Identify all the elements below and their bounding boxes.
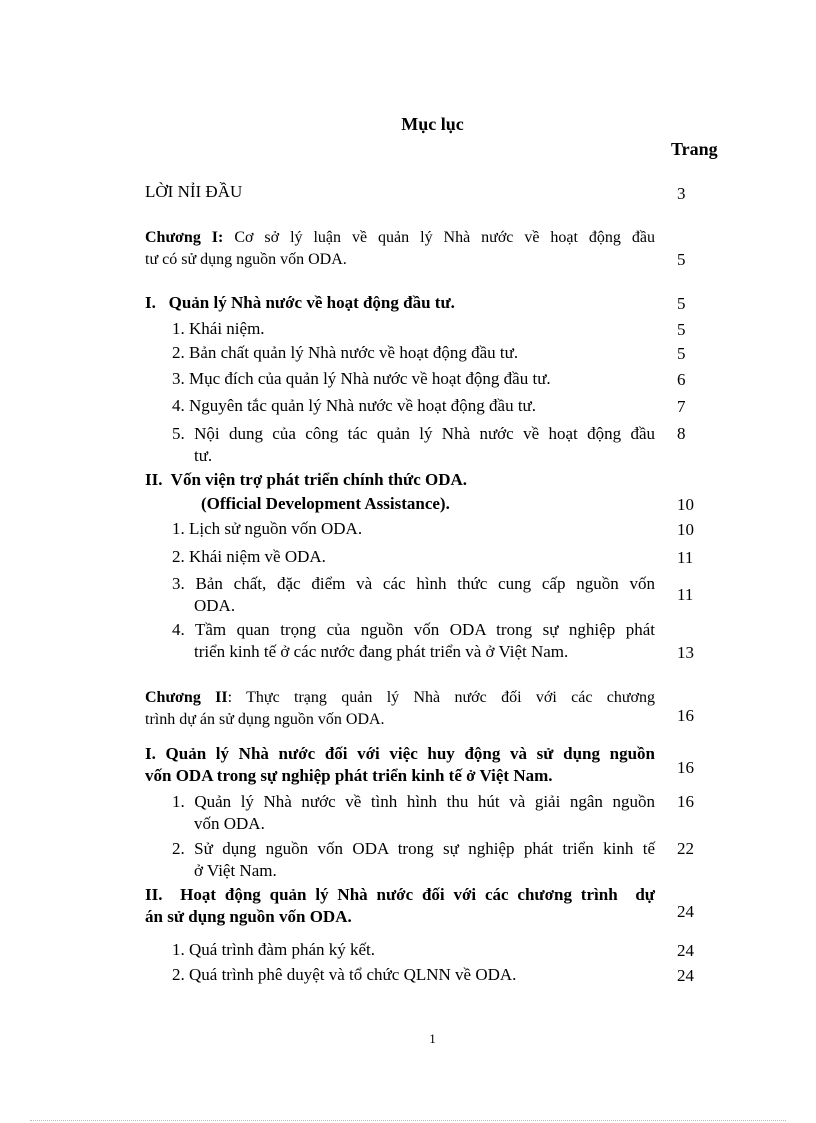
toc-item-line2: ODA. xyxy=(194,596,236,615)
toc-item xyxy=(172,791,655,835)
chapter-title-line2: trình dự án sử dụng nguồn vốn ODA. xyxy=(145,711,385,728)
toc-item xyxy=(172,423,655,467)
toc-item: 4. Nguyên tắc quản lý Nhà nước về hoạt động đầu tư. xyxy=(172,396,537,415)
toc-page-number: 5 xyxy=(677,344,686,363)
toc-page-number: 22 xyxy=(677,839,694,858)
toc-page-number: 5 xyxy=(677,320,686,339)
toc-item: 1. Quá trình đàm phán ký kết. xyxy=(172,940,376,959)
toc-section-2-II xyxy=(145,884,655,928)
toc-section-line1: I. Quản lý Nhà nước đối với việc huy động và sử dụng nguồn xyxy=(145,744,655,763)
toc-page-number: 24 xyxy=(677,941,694,960)
toc-section-1-II-subtitle: (Official Development Assistance). xyxy=(201,494,450,513)
toc-item-line1: 4. Tầm quan trọng của nguồn vốn ODA trong sự nghiệp phát xyxy=(172,620,655,639)
toc-page-number: 8 xyxy=(677,424,686,443)
chapter-label: Chương II xyxy=(145,689,228,706)
toc-section-line2: án sử dụng nguồn vốn ODA. xyxy=(145,907,352,926)
toc-section-line2: vốn ODA trong sự nghiệp phát triển kinh tế ở Việt Nam. xyxy=(145,766,553,785)
chapter-title-line1: Cơ sở lý luận về quản lý Nhà nước về hoạt động đầu xyxy=(234,229,655,246)
toc-page-number: 16 xyxy=(677,758,694,777)
toc-entry-preface: LỜI NỈI ĐẦU xyxy=(145,182,243,201)
page-column-header: Trang xyxy=(671,139,718,159)
toc-page-number: 5 xyxy=(677,250,686,269)
toc-item-line2: tư. xyxy=(194,446,213,465)
toc-item xyxy=(172,573,655,617)
toc-page-number: 11 xyxy=(677,585,694,604)
toc-section-1-II: II. Vốn viện trợ phát triển chính thức ODA. xyxy=(145,470,468,489)
toc-item: 3. Mục đích của quản lý Nhà nước về hoạt động đầu tư. xyxy=(172,369,551,388)
toc-page-number: 24 xyxy=(677,966,694,985)
toc-section-line1: II. Hoạt động quản lý Nhà nước đối với các chương trình dự xyxy=(145,885,655,904)
toc-item: 2. Quá trình phê duyệt và tổ chức QLNN về ODA. xyxy=(172,965,517,984)
toc-page-number: 6 xyxy=(677,370,686,389)
toc-page-number: 13 xyxy=(677,643,694,662)
toc-item-line1: 3. Bản chất, đặc điểm và các hình thức cung cấp nguồn vốn xyxy=(172,574,655,593)
toc-page-number: 5 xyxy=(677,294,686,313)
toc-item: 1. Khái niệm. xyxy=(172,319,265,338)
toc-item-line1: 5. Nội dung của công tác quản lý Nhà nước về hoạt động đầu xyxy=(172,424,655,443)
toc-item-line1: 1. Quản lý Nhà nước về tình hình thu hút và giải ngân nguồn xyxy=(172,792,655,811)
toc-page-number: 3 xyxy=(677,184,686,203)
toc-section-1-I: I. Quản lý Nhà nước về hoạt động đầu tư. xyxy=(145,293,455,312)
toc-item xyxy=(172,619,655,663)
toc-item: 2. Bản chất quản lý Nhà nước về hoạt động đầu tư. xyxy=(172,343,519,362)
page-footer-number: 1 xyxy=(429,1031,436,1046)
toc-item-line2: vốn ODA. xyxy=(194,814,265,833)
toc-chapter-1 xyxy=(145,227,655,271)
toc-page-number: 16 xyxy=(677,706,694,725)
toc-page-number: 24 xyxy=(677,902,694,921)
toc-section-2-I xyxy=(145,743,655,787)
chapter-title-line2: tư có sử dụng nguồn vốn ODA. xyxy=(145,251,347,268)
chapter-label: Chương I: xyxy=(145,229,224,246)
page-bottom-divider xyxy=(30,1120,786,1121)
toc-page-number: 10 xyxy=(677,520,694,539)
toc-page-number: 16 xyxy=(677,792,694,811)
toc-item-line2: ở Việt Nam. xyxy=(194,861,277,880)
toc-chapter-2 xyxy=(145,687,655,731)
toc-page-number: 11 xyxy=(677,548,694,567)
toc-page-number: 10 xyxy=(677,495,694,514)
toc-item-line1: 2. Sử dụng nguồn vốn ODA trong sự nghiệp phát triển kinh tế xyxy=(172,839,655,858)
toc-item-line2: triển kinh tế ở các nước đang phát triển và ở Việt Nam. xyxy=(194,642,569,661)
chapter-title-line1: : Thực trạng quản lý Nhà nước đối với các chương xyxy=(227,689,656,706)
page-title: Mục lục xyxy=(401,114,464,134)
toc-page-number: 7 xyxy=(677,397,686,416)
toc-item: 2. Khái niệm về ODA. xyxy=(172,547,326,566)
toc-item: 1. Lịch sử nguồn vốn ODA. xyxy=(172,519,363,538)
toc-item xyxy=(172,838,655,882)
